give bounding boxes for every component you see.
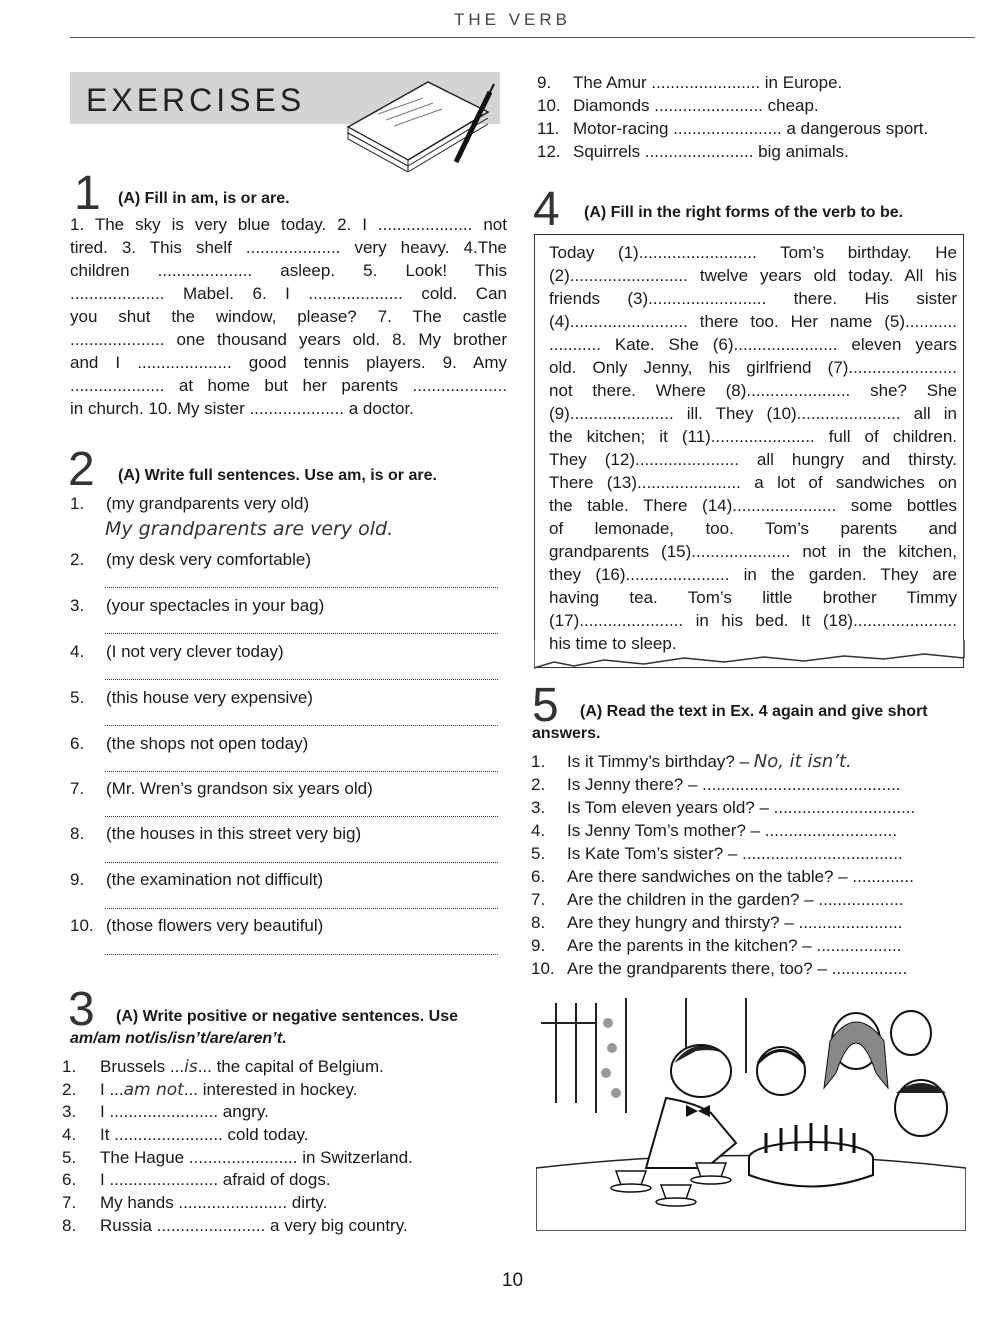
item-question: Is Jenny there? – .......................................... [567, 775, 901, 794]
item-text: I ....................... afraid of dogs. [100, 1170, 331, 1189]
item-number: 3. [70, 596, 85, 615]
exercise-2-example-answer: My grandparents are very old. [105, 518, 394, 540]
item-number: 5. [531, 844, 546, 863]
item-question: Is Tom eleven years old? – .............................. [567, 798, 916, 817]
exercises-title: EXERCISES [86, 82, 306, 118]
item-number: 6. [531, 867, 546, 886]
exercise-3-heading: (A) Write positive or negative sentences. Use [116, 1008, 459, 1025]
item-number: 3. [531, 798, 546, 817]
handwritten-answer: am not [123, 1080, 184, 1100]
exercise-3-item [62, 1055, 384, 1078]
exercise-1-line: 1. The sky is very blue today. 2. I .................... not [70, 215, 507, 234]
exercise-1-line: you shut the window, please? 7. The castle [70, 307, 507, 326]
exercise-4-heading: (A) Fill in the right forms of the verb to be. [584, 204, 904, 221]
exercise-5-item [531, 888, 903, 911]
item-number: 8. [531, 913, 546, 932]
exercise-4-line: grandparents (15)..................... not in the kitchen, [549, 542, 957, 561]
exercise-4-line: (17)...................... in his bed. It (18)...................... [549, 611, 957, 630]
exercise-1-line: in church. 10. My sister .................... a doctor. [70, 399, 414, 418]
exercise-2-item [70, 822, 361, 845]
exercise-4-line: They (12)...................... all hungry and thirsty. [549, 450, 957, 469]
exercise-5-item [531, 934, 902, 957]
exercise-5-item [531, 957, 907, 980]
exercise-4-line: (9)...................... ill. They (10)...................... all in [549, 404, 957, 423]
item-text: My hands ....................... dirty. [100, 1193, 328, 1212]
item-question: Are the grandparents there, too? – ................ [567, 959, 908, 978]
handwritten-answer: No, it isn’t. [753, 751, 852, 772]
exercise-2-item [70, 640, 284, 663]
exercise-1-line: and I .................... good tennis players. 9. Amy [70, 353, 507, 372]
exercise-1-line: tired. 3. This shelf .................... very heavy. 4.The [70, 238, 507, 257]
exercise-4-line: Today (1)......................... Tom’s birthday. He [549, 243, 957, 262]
exercise-1-line: .................... Mabel. 6. I .................... cold. Can [70, 284, 507, 303]
answer-line[interactable] [105, 757, 498, 772]
item-text: The Amur ....................... in Europe. [573, 73, 843, 92]
exercise-4-line: they (16)...................... in the garden. They are [549, 565, 957, 584]
item-text: ... the capital of Belgium. [197, 1057, 384, 1076]
item-text: Russia ....................... a very big country. [100, 1216, 408, 1235]
exercise-3-item [62, 1168, 331, 1191]
header-rule [70, 37, 975, 38]
item-number: 7. [70, 779, 85, 798]
exercise-1-number: 1 [74, 167, 101, 220]
exercise-4-line: (4)......................... there too. Her name (5)........... [549, 312, 957, 331]
exercise-3-item [537, 71, 842, 94]
exercise-4-line: ........... Kate. She (6)...................... eleven years [549, 335, 957, 354]
exercise-3-item [537, 94, 819, 117]
item-number: 6. [62, 1170, 77, 1189]
item-text: I ....................... angry. [100, 1102, 269, 1121]
item-number: 9. [537, 73, 552, 92]
exercise-3-heading-forms: am/am not/is/isn’t/are/aren’t. [70, 1030, 287, 1047]
exercise-3-item [62, 1191, 327, 1214]
exercise-5-item [531, 819, 897, 842]
item-number: 4. [531, 821, 546, 840]
exercise-3-item [62, 1146, 413, 1169]
item-number: 2. [70, 550, 85, 569]
notebook-pen-illustration [338, 72, 498, 172]
item-question: Is it Timmy’s birthday? – [567, 752, 750, 771]
exercise-4-line: not there. Where (8)...................... she? She [549, 381, 957, 400]
exercise-5-item [531, 750, 852, 773]
item-number: 12. [537, 142, 561, 161]
item-number: 5. [70, 688, 85, 707]
exercise-2-number: 2 [68, 443, 95, 496]
exercise-4-line: his time to sleep. [549, 634, 677, 653]
item-number: 7. [62, 1193, 77, 1212]
item-text: Motor-racing ....................... a dangerous sport. [573, 119, 929, 138]
item-number: 11. [537, 119, 560, 138]
item-number: 8. [70, 824, 85, 843]
exercise-5-item [531, 796, 915, 819]
item-question: Is Jenny Tom’s mother? – ............................ [567, 821, 898, 840]
exercise-5-heading: (A) Read the text in Ex. 4 again and give short [580, 703, 928, 720]
item-number: 10. [531, 959, 555, 978]
exercise-4-number: 4 [533, 183, 560, 236]
item-text: Diamonds ....................... cheap. [573, 96, 819, 115]
exercise-3-item [537, 117, 928, 140]
answer-line[interactable] [105, 894, 498, 909]
exercise-3-item [62, 1100, 269, 1123]
exercise-3-item [537, 140, 849, 163]
answer-line[interactable] [105, 665, 498, 680]
exercise-2-item [70, 777, 373, 800]
answer-line[interactable] [105, 848, 498, 863]
item-number: 4. [62, 1125, 77, 1144]
item-question: Are the children in the garden? – .................. [567, 890, 904, 909]
exercise-2-item [70, 732, 308, 755]
item-number: 2. [531, 775, 546, 794]
exercise-2-item [70, 914, 323, 937]
exercise-5-item [531, 773, 901, 796]
exercise-1-text [70, 213, 507, 420]
exercise-5-number: 5 [532, 679, 559, 732]
exercise-3-item [62, 1214, 408, 1237]
item-number: 1. [70, 494, 85, 513]
item-text: Squirrels ....................... big animals. [573, 142, 849, 161]
exercise-3-number: 3 [68, 983, 95, 1036]
item-prompt: (this house very expensive) [106, 688, 313, 707]
exercise-1-heading: (A) Fill in am, is or are. [118, 190, 290, 207]
item-prompt: (my desk very comfortable) [106, 550, 311, 569]
item-text: ... interested in hockey. [183, 1080, 358, 1099]
exercise-4-text [549, 241, 957, 655]
item-prompt: (my grandparents very old) [106, 494, 310, 513]
answer-line[interactable] [105, 573, 498, 588]
item-prompt: (your spectacles in your bag) [106, 596, 325, 615]
item-text: Brussels ... [100, 1057, 185, 1076]
item-text: The Hague ....................... in Switzerland. [100, 1148, 413, 1167]
item-number: 2. [62, 1080, 77, 1099]
exercise-2-heading: (A) Write full sentences. Use am, is or are. [118, 467, 437, 484]
exercise-4-line: of lemonade, too. Tom’s parents and [549, 519, 957, 538]
exercise-2-item [70, 868, 323, 891]
exercise-4-line: There (13)...................... a lot of sandwiches on [549, 473, 957, 492]
item-text: It ....................... cold today. [100, 1125, 309, 1144]
exercise-3-item [62, 1078, 357, 1101]
item-question: Are the parents in the kitchen? – .................. [567, 936, 902, 955]
item-question: Are there sandwiches on the table? – ............. [567, 867, 914, 886]
exercise-2-item [70, 594, 324, 617]
exercise-1-line: children .................... asleep. 5. Look! This [70, 261, 507, 280]
exercise-4-line: friends (3)......................... there. His sister [549, 289, 957, 308]
exercise-4-line: having tea. Tom’s little brother Timmy [549, 588, 957, 607]
exercise-2-item [70, 548, 311, 571]
answer-line[interactable] [105, 711, 498, 726]
handwritten-answer: is [184, 1057, 198, 1077]
exercise-4-line: the table. There (14)...................... some bottles [549, 496, 957, 515]
item-prompt: (the houses in this street very big) [106, 824, 362, 843]
exercise-5-item [531, 842, 903, 865]
item-question: Is Kate Tom’s sister? – .................................. [567, 844, 903, 863]
exercise-5-item [531, 865, 914, 888]
item-prompt: (Mr. Wren’s grandson six years old) [106, 779, 373, 798]
birthday-party-illustration [536, 993, 966, 1231]
item-text: I ... [100, 1080, 124, 1099]
item-number: 6. [70, 734, 85, 753]
item-number: 7. [531, 890, 546, 909]
exercise-4-line: the kitchen; it (11)...................... full of children. [549, 427, 957, 446]
item-number: 4. [70, 642, 85, 661]
exercise-1-line: .................... at home but her parents .................... [70, 376, 507, 395]
item-question: Are they hungry and thirsty? – ...................... [567, 913, 903, 932]
item-number: 5. [62, 1148, 77, 1167]
running-header: THE VERB [453, 10, 572, 29]
item-prompt: (the shops not open today) [106, 734, 309, 753]
item-number: 10. [70, 916, 94, 935]
item-number: 9. [70, 870, 85, 889]
item-number: 10. [537, 96, 561, 115]
item-number: 8. [62, 1216, 77, 1235]
item-number: 1. [531, 752, 546, 771]
exercise-5-item [531, 911, 902, 934]
exercise-2-item [70, 492, 309, 515]
exercise-1-line: .................... one thousand years old. 8. My brother [70, 330, 507, 349]
page-number: 10 [501, 1270, 524, 1291]
item-number: 3. [62, 1102, 77, 1121]
answer-line[interactable] [105, 940, 498, 955]
exercise-5-heading-cont: answers. [532, 725, 601, 742]
exercise-4-line: (2)......................... twelve years old today. All his [549, 266, 957, 285]
item-number: 1. [62, 1057, 77, 1076]
answer-line[interactable] [105, 802, 498, 817]
item-prompt: (I not very clever today) [106, 642, 284, 661]
item-prompt: (the examination not difficult) [106, 870, 324, 889]
exercise-4-line: old. Only Jenny, his girlfriend (7)....................... [549, 358, 957, 377]
item-number: 9. [531, 936, 546, 955]
item-prompt: (those flowers very beautiful) [106, 916, 324, 935]
answer-line[interactable] [105, 619, 498, 634]
exercise-2-item [70, 686, 313, 709]
exercise-3-item [62, 1123, 308, 1146]
